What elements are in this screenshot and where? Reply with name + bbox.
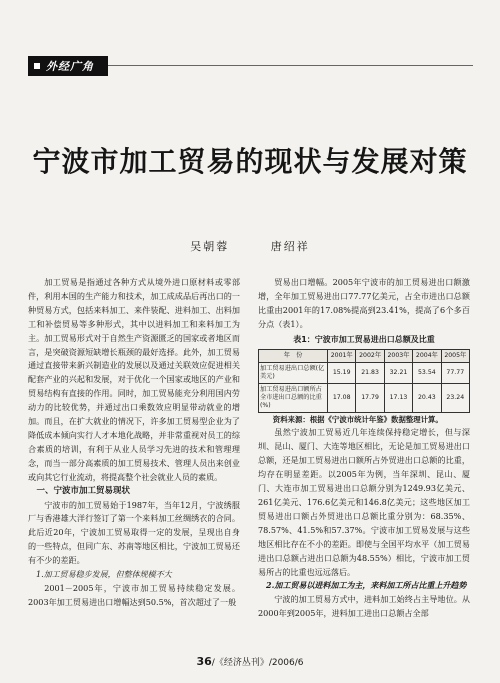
table-cell: 77.77 [441, 362, 469, 383]
subsection-heading: 2.加工贸易以进料加工为主，来料加工所占比重上升趋势 [266, 580, 467, 591]
table-header-cell: 年 份 [259, 349, 328, 362]
paragraph: 2001－2005年，宁波市加工贸易持续稳定发展。2003年加工贸易进出口增幅达到50.5%，首次超过了一般 [28, 582, 240, 607]
table-row-label: 加工贸易进出口额所占全市进出口总额的比重(%) [259, 383, 328, 412]
subsection-heading: 1.加工贸易稳步发展，但整体规模不大 [36, 570, 172, 580]
table-cell: 20.43 [413, 383, 441, 412]
table-row [259, 362, 470, 383]
table-cell: 17.13 [384, 383, 412, 412]
table-cell: 17.08 [328, 383, 356, 412]
table-cell: 32.21 [384, 362, 412, 383]
paragraph: 虽然宁波加工贸易近几年连续保持稳定增长，但与深圳、昆山、厦门、大连等地区相比，无论是加工贸易进出口总额，还是加工贸易进出口额所占外贸进出口总额的比重，均存在明显差距。以2005年为例，当年深圳、昆山、厦门、大连市加工贸易进出口总额分别为1249.93亿美元、261亿美元、176.6亿美元和146.8亿美元；这些地区加工贸易进出口额占外贸进出口总额比重分别为：68.35%、78.57%、41.5%和57.37%。宁波市加工贸易发展与这些地区相比存在不小的差距。即使与全国平均水平（加工贸易进出口总额占进出口总额为48.55%）相比，宁波市加工贸易所占的比重也远远落后。 [258, 427, 470, 577]
trade-table [258, 349, 470, 413]
section-tag [28, 56, 108, 76]
left-column [28, 276, 240, 610]
table-header-row [259, 349, 470, 362]
table-header-cell: 2001年 [328, 349, 356, 362]
right-column [258, 276, 470, 621]
author-name: 唐绍祥 [270, 240, 310, 253]
table-header-cell: 2005年 [441, 349, 469, 362]
table-cell: 21.83 [356, 362, 384, 383]
article-title: 宁波市加工贸易的现状与发展对策 [32, 145, 468, 178]
author-line [0, 238, 500, 254]
author-name: 吴朝蓉 [190, 240, 230, 253]
table-header-cell: 2002年 [356, 349, 384, 362]
section-name: 外经广角 [46, 60, 94, 73]
page-number: 36 [196, 655, 212, 668]
section-rule [108, 65, 473, 66]
table-title: 表1：宁波市加工贸易进出口总额及比重 [293, 334, 435, 344]
table-cell: 17.79 [356, 383, 384, 412]
table-header-cell: 2004年 [413, 349, 441, 362]
table-cell: 23.24 [441, 383, 469, 412]
paragraph: 宁波市的加工贸易始于1987年，当年12月，宁波绣服厂与香港雄大洋行签订了第一个来料加工丝绸绣衣的合同。此后近20年，宁波加工贸易取得一定的发展，呈现出自身的一些特点，但同广东、苏南等地区相比，宁波加工贸易还有不少的差距。 [28, 499, 240, 566]
section-heading: 一、宁波市加工贸易现状 [36, 485, 131, 496]
journal-citation: /《经济丛刊》/2006/6 [211, 658, 304, 668]
page-footer [0, 655, 500, 668]
table-row-label: 加工贸易进出口总额(亿美元) [259, 362, 328, 383]
table-cell: 15.19 [328, 362, 356, 383]
table-header-cell: 2003年 [384, 349, 412, 362]
table-cell: 53.54 [413, 362, 441, 383]
table-source: 资料来源：根据《宁波市统计年鉴》数据整理计算。 [272, 414, 443, 424]
paragraph: 宁波的加工贸易方式中，进料加工始终占主导地位。从2000年到2005年，进料加工进出口总额占全部 [258, 594, 470, 619]
table-row [259, 383, 470, 412]
square-bullet-icon [34, 63, 40, 69]
paragraph: 加工贸易是指通过各种方式从境外进口原材料或零部件，利用本国的生产能力和技术，加工成成品后再出口的一种贸易方式，包括来料加工、来件装配、进料加工、出料加工和补偿贸易等多种形式，其中以进料加工和来料加工为主。加工贸易形式对于自然生产资源匮乏的国家或者地区而言，是突破资源短缺增长瓶颈的最好选择。此外，加工贸易通过直接带来新兴制造业的发展以及通过关联效应促进相关配套产业的兴起和发展，对于优化一个国家或地区的产业和贸易结构有直接的作用。同时，加工贸易能充分利用国内劳动力的比较优势，并通过出口乘数效应明显带动就业的增加。而且，在扩大就业的情况下，许多加工贸易型企业为了降低成本倾向实行人才本地化战略，并非常重视对员工的综合素质的培训，有利于从业人员学习先进的技术和管理理念，而当一部分高素质的加工贸易技术、管理人员出来创业或向其它行业流动，将提高整个社会就业人员的素质。 [28, 277, 240, 482]
paragraph: 贸易出口增幅。2005年宁波市的加工贸易进出口额激增，全年加工贸易进出口77.77亿美元，占全市进出口总额比重由2001年的17.08%提高到23.41%，提高了6个多百分点（表1）。 [258, 277, 470, 329]
